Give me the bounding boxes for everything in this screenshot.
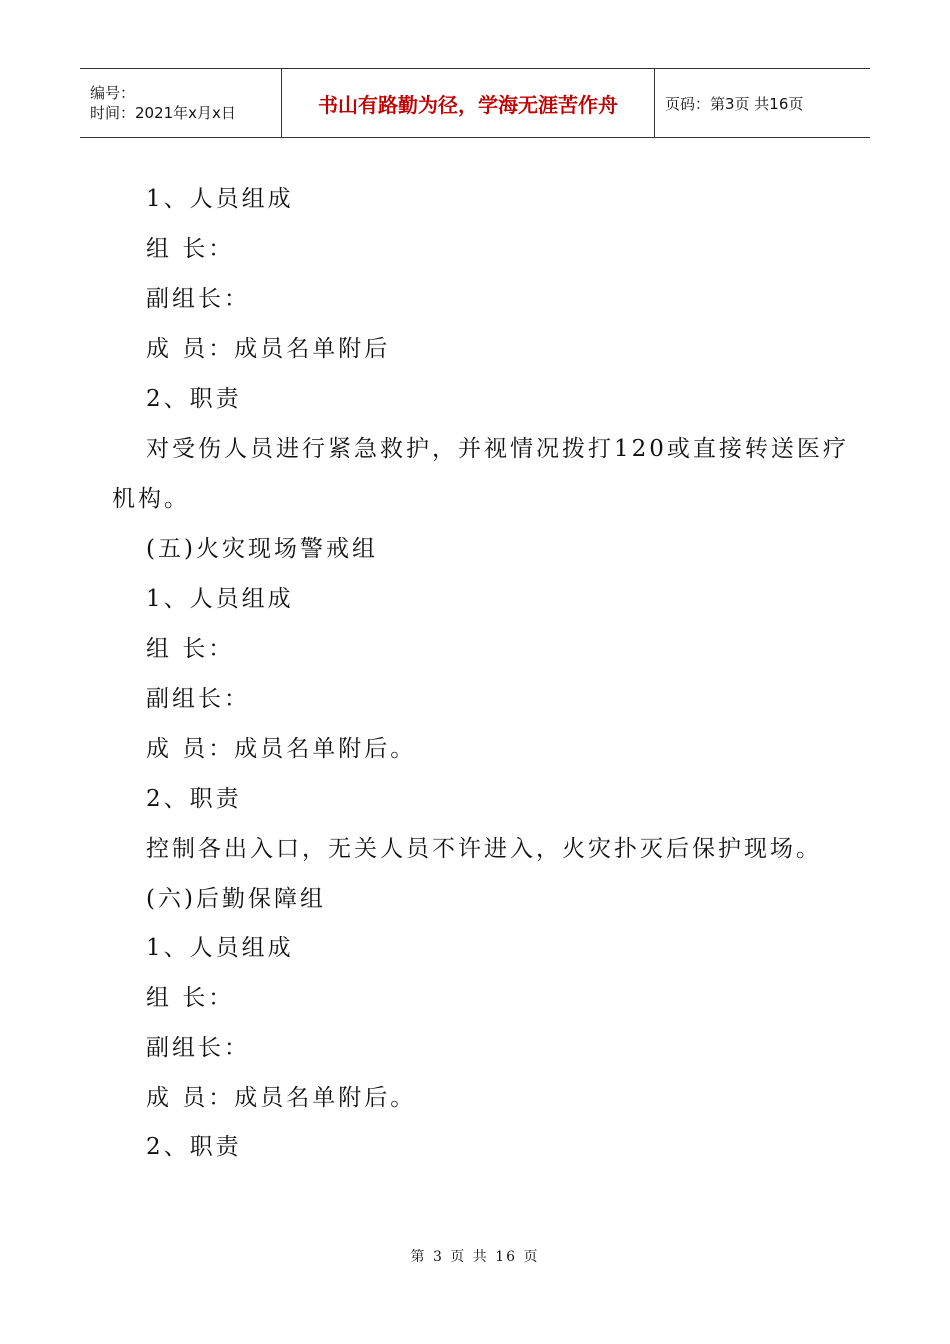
body-line: 组 长： [146, 636, 235, 662]
body-line: 组 长： [146, 985, 235, 1011]
body-line: 2、职责 [146, 786, 242, 812]
page-footer: 第 3 页 共 16 页 [410, 1249, 540, 1265]
body-line: 控制各出入口，无关人员不许进入，火灾扑灭后保护现场。 [146, 836, 822, 862]
body-line: 1、人员组成 [146, 186, 294, 212]
body-line: 机构。 [112, 486, 190, 512]
body-line: 成 员：成员名单附后。 [146, 736, 417, 762]
body-line: 2、职责 [146, 386, 242, 412]
section-heading: (五)火灾现场警戒组 [146, 536, 378, 562]
header-motto [282, 69, 655, 137]
body-line: 组 长： [146, 236, 235, 262]
body-line: 2、职责 [146, 1134, 242, 1160]
body-line: 成 员：成员名单附后。 [146, 1085, 417, 1111]
body-line: 副组长： [146, 1035, 250, 1061]
body-line: 副组长： [146, 286, 250, 312]
document-header [80, 68, 870, 138]
motto-text: 书山有路勤为径，学海无涯苦作舟 [318, 92, 618, 117]
page-info-text: 页码：第3页 共16页 [665, 94, 804, 113]
header-page-info [655, 69, 870, 137]
body-line: 1、人员组成 [146, 935, 294, 961]
header-meta [80, 69, 282, 137]
document-date: 时间：2021年x月x日 [90, 104, 236, 122]
body-line: 对受伤人员进行紧急救护，并视情况拨打120或直接转送医疗 [146, 436, 849, 462]
body-line: 1、人员组成 [146, 586, 294, 612]
section-heading: (六)后勤保障组 [146, 886, 326, 912]
body-line: 副组长： [146, 686, 250, 712]
document-number: 编号： [90, 84, 136, 102]
body-line: 成 员：成员名单附后 [146, 336, 391, 362]
